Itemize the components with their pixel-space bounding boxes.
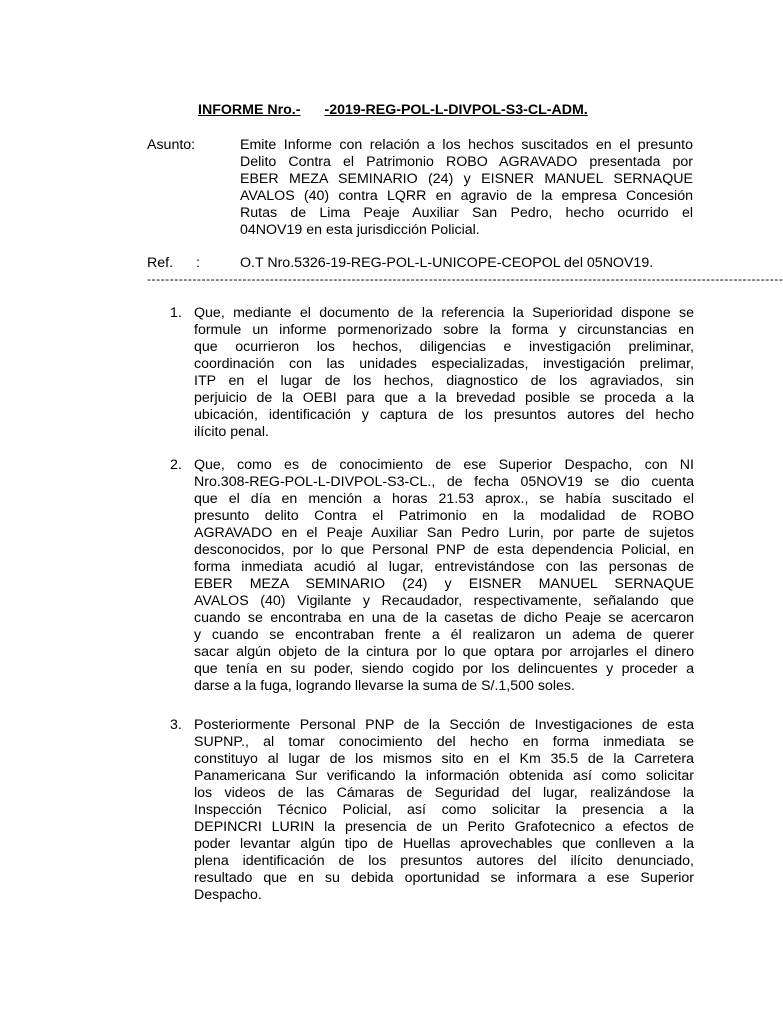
item-line: Que, mediante el documento de la referencia la Superioridad dispone se — [194, 305, 694, 321]
item-line: y cuando se encontraban frente a él realizaron un adema de querer — [194, 627, 694, 643]
item-line: coordinación con las unidades especializadas, investigación prelimar, — [194, 356, 694, 372]
item-number: 3. — [170, 717, 182, 733]
item-line: sacar algún objeto de la cintura por lo que optara por arrojarles el dinero — [194, 644, 694, 660]
item-line: plena identificación de los presuntos autores del ilícito denunciado, — [194, 853, 694, 869]
item-line: Despacho. — [194, 887, 262, 903]
item-line: Inspección Técnico Policial, así como solicitar la presencia a la — [194, 802, 694, 818]
ref-label: Ref. — [147, 255, 174, 271]
item-line: presunto delito Contra el Patrimonio en la modalidad de ROBO — [194, 508, 694, 524]
item-line: cuando se encontraba en una de la casetas de dicho Peaje se acercaron — [194, 610, 694, 626]
item-line: SUPNP., al tomar conocimiento del hecho en forma inmediata se — [194, 734, 694, 750]
item-line: ilícito penal. — [194, 424, 269, 440]
item-line: constituyo al lugar de los mismos sito en el Km 35.5 de la Carretera — [194, 751, 694, 767]
item-number: 1. — [170, 305, 182, 321]
item-line: poder levantar algún tipo de Huellas aprovechables que conlleven a la — [194, 836, 694, 852]
asunto-line: 04NOV19 en esta jurisdicción Policial. — [240, 222, 480, 238]
item-line: que tenía en su poder, siendo cogido por los delincuentes y proceder a — [194, 661, 694, 677]
item-line: AGRAVADO en el Peaje Auxiliar San Pedro Lurin, por parte de sujetos — [194, 525, 694, 541]
item-line: Panamericana Sur verificando la información obtenida así como solicitar — [194, 768, 694, 784]
item-line: que ocurrieron los hechos, diligencias e investigación preliminar, — [194, 339, 694, 355]
item-line: EBER MEZA SEMINARIO (24) y EISNER MANUEL SERNAQUE — [194, 576, 694, 592]
item-line: darse a la fuga, logrando llevarse la suma de S/.1,500 soles. — [194, 678, 575, 694]
item-number: 2. — [170, 457, 182, 473]
title-suffix: -2019-REG-POL-L-DIVPOL-S3-CL-ADM. — [324, 102, 588, 118]
asunto-line: EBER MEZA SEMINARIO (24) y EISNER MANUEL SERNAQUE — [240, 171, 693, 187]
asunto-line: AVALOS (40) contra LQRR en agravio de la empresa Concesión — [240, 188, 693, 204]
item-line: formule un informe pormenorizado sobre la forma y circunstancias en — [194, 322, 694, 338]
item-line: forma inmediata acudió al lugar, entrevistándose con las personas de — [194, 559, 694, 575]
item-line: perjuicio de la OEBI para que a la brevedad posible se proceda a la — [194, 390, 694, 406]
ref-colon: : — [196, 255, 200, 271]
document-title — [198, 102, 588, 118]
item-line: Nro.308-REG-POL-L-DIVPOL-S3-CL., de fecha 05NOV19 se dio cuenta — [194, 474, 694, 490]
title-prefix: INFORME Nro.- — [198, 102, 301, 118]
asunto-line: Emite Informe con relación a los hechos suscitados en el presunto — [240, 137, 693, 153]
asunto-line: Rutas de Lima Peaje Auxiliar San Pedro, hecho ocurrido el — [240, 205, 693, 221]
item-line: Posteriormente Personal PNP de la Sección de Investigaciones de esta — [194, 717, 694, 733]
item-line: resultado que en su debida oportunidad se informara a ese Superior — [194, 870, 694, 886]
asunto-line: Delito Contra el Patrimonio ROBO AGRAVADO presentada por — [240, 154, 693, 170]
item-line: ITP en el lugar de los hechos, diagnostico de los agraviados, sin — [194, 373, 694, 389]
item-line: que el día en mención a horas 21.53 aprox., se había suscitado el — [194, 491, 694, 507]
asunto-label: Asunto: — [147, 137, 196, 153]
item-line: los videos de las Cámaras de Seguridad del lugar, realizándose la — [194, 785, 694, 801]
item-line: Que, como es de conocimiento de ese Superior Despacho, con NI — [194, 457, 694, 473]
item-line: AVALOS (40) Vigilante y Recaudador, respectivamente, señalando que — [194, 593, 694, 609]
item-line: DEPINCRI LURIN la presencia de un Perito Grafotecnico a efectos de — [194, 819, 694, 835]
separator-rule: -------------------------------------------------------------------------------------------------------------------------------------------- — [147, 272, 783, 286]
item-line: desconocidos, por lo que Personal PNP de esta dependencia Policial, en — [194, 542, 694, 558]
ref-text: O.T Nro.5326-19-REG-POL-L-UNICOPE-CEOPOL del 05NOV19. — [240, 255, 654, 271]
item-line: ubicación, identificación y captura de los presuntos autores del hecho — [194, 407, 694, 423]
